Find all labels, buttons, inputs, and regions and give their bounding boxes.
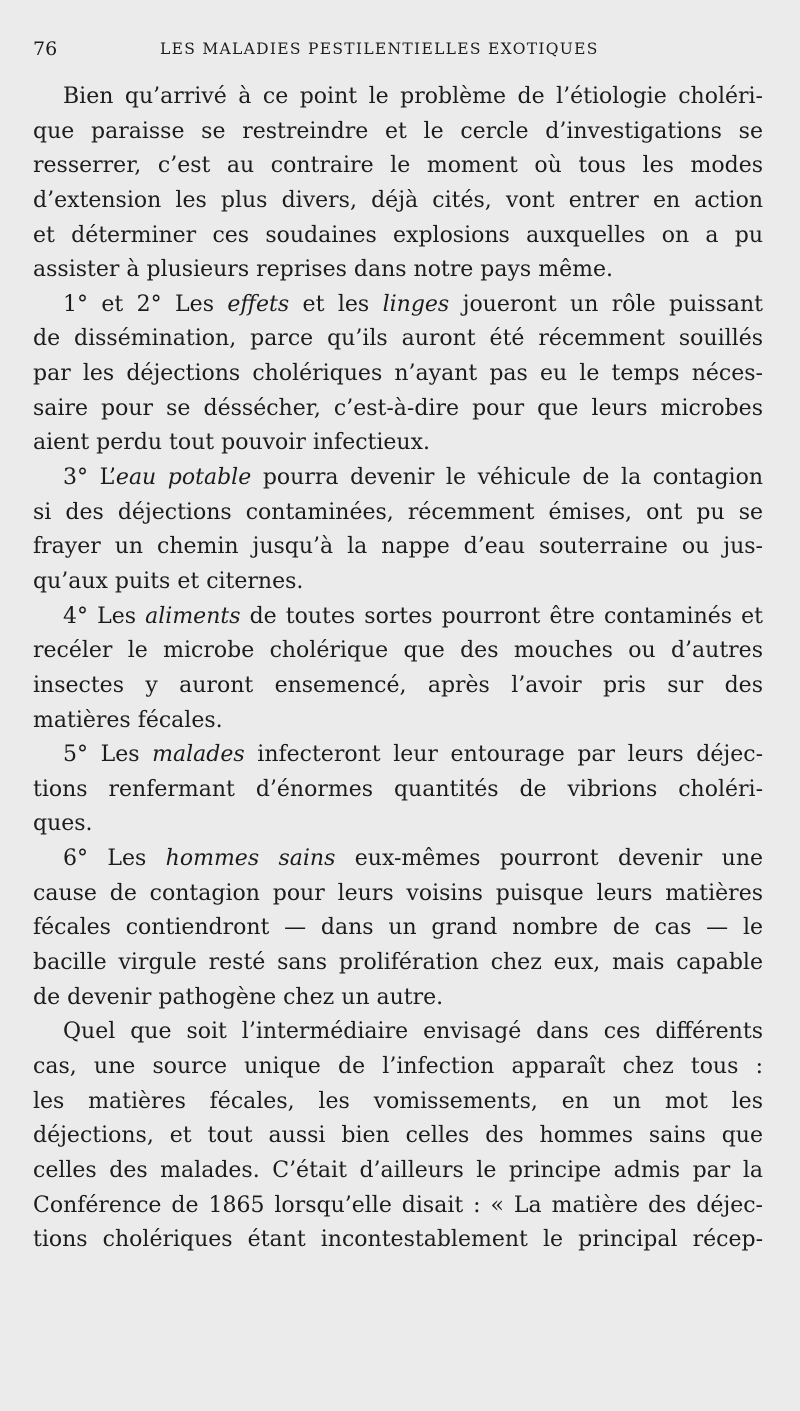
text-line: de dissémination, parce qu’ils auront été récemment souillés — [33, 326, 763, 352]
text-line: et déterminer ces soudaines explosions auxquelles on a pu — [33, 222, 763, 248]
text-line: 1° et 2° Les effets et les linges joueront un rôle puissant — [63, 291, 764, 317]
page-header — [33, 38, 753, 68]
paragraph — [33, 842, 763, 1015]
text-line: assister à plusieurs reprises dans notre pays même. — [33, 257, 613, 283]
text-line: matières fécales. — [33, 707, 223, 733]
text-line: par les déjections cholériques n’ayant pas eu le temps néces- — [33, 361, 763, 387]
text-line: resserrer, c’est au contraire le moment où tous les modes — [33, 153, 763, 179]
running-title: LES MALADIES PESTILENTIELLES EXOTIQUES — [160, 40, 599, 58]
text-line: recéler le microbe cholérique que des mouches ou d’autres — [33, 638, 763, 664]
text-line: Conférence de 1865 lorsqu’elle disait : « La matière des déjec- — [33, 1192, 763, 1218]
page-number: 76 — [33, 38, 58, 60]
text-line: de devenir pathogène chez un autre. — [33, 984, 444, 1010]
text-line: Quel que soit l’intermédiaire envisagé dans ces différents — [63, 1019, 763, 1045]
text-line: 5° Les malades infecteront leur entourage par leurs déjec- — [63, 742, 763, 768]
text-line: que paraisse se restreindre et le cercle d’investigations se — [33, 118, 763, 144]
body-text — [33, 80, 763, 1258]
text-line: si des déjections contaminées, récemment émises, ont pu se — [33, 499, 763, 525]
text-line: cause de contagion pour leurs voisins puisque leurs matières — [33, 880, 763, 906]
text-line: saire pour se déssécher, c’est-à-dire pour que leurs microbes — [33, 395, 763, 421]
text-line: 6° Les hommes sains eux-mêmes pourront devenir une — [63, 846, 764, 872]
text-line: cas, une source unique de l’infection apparaît chez tous : — [33, 1053, 763, 1079]
text-line: Bien qu’arrivé à ce point le problème de l’étiologie choléri- — [63, 84, 763, 109]
text-line: les matières fécales, les vomissements, en un mot les — [33, 1088, 763, 1114]
text-line: 4° Les aliments de toutes sortes pourront être contaminés et — [63, 603, 764, 629]
text-line: qu’aux puits et citernes. — [33, 568, 304, 594]
text-line: aient perdu tout pouvoir infectieux. — [33, 430, 430, 456]
text-line: frayer un chemin jusqu’à la nappe d’eau souterraine ou jus- — [33, 534, 763, 560]
text-line: 3° L’eau potable pourra devenir le véhicule de la contagion — [63, 465, 764, 491]
text-line: déjections, et tout aussi bien celles des hommes sains que — [33, 1123, 763, 1149]
paragraph — [33, 80, 763, 288]
paragraph — [33, 1015, 763, 1257]
paragraph — [33, 600, 763, 739]
text-line: d’extension les plus divers, déjà cités, vont entrer en action — [33, 187, 763, 213]
paragraph — [33, 738, 763, 842]
text-line: bacille virgule resté sans prolifération chez eux, mais capable — [33, 950, 763, 976]
text-line: fécales contiendront — dans un grand nombre de cas — le — [33, 915, 763, 941]
paragraph — [33, 461, 763, 600]
text-line: tions cholériques étant incontestablement le principal récep- — [33, 1227, 763, 1253]
text-line: tions renfermant d’énormes quantités de vibrions choléri- — [33, 776, 763, 802]
paragraph — [33, 288, 763, 461]
text-line: ques. — [33, 811, 93, 837]
text-line: insectes y auront ensemencé, après l’avoir pris sur des — [33, 672, 763, 698]
text-line: celles des malades. C’était d’ailleurs le principe admis par la — [33, 1157, 763, 1183]
